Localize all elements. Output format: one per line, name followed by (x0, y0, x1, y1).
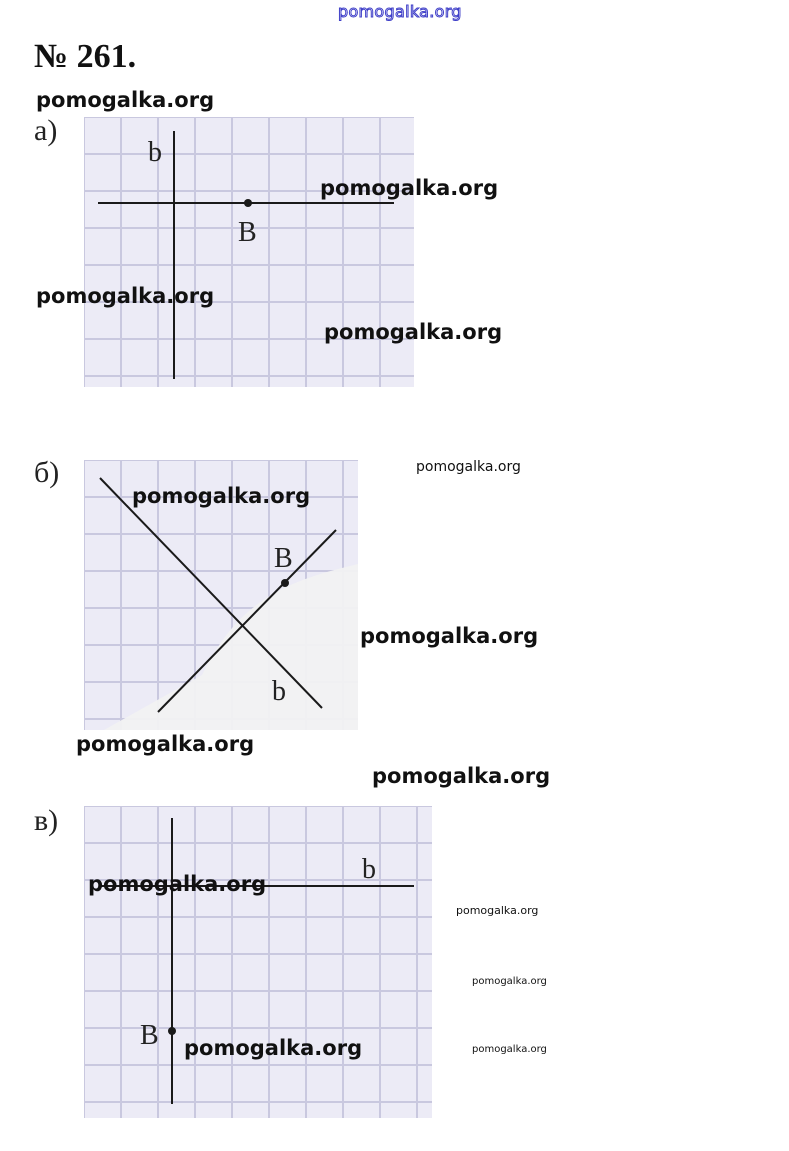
figure-b-point-b (281, 579, 289, 587)
figure-b-line-label: b (272, 676, 286, 707)
figure-a-point-label: B (238, 217, 257, 248)
figure-c-point-label: B (140, 1020, 159, 1051)
watermark-text: pomogalka.org (324, 320, 503, 344)
figure-c-grid (84, 806, 432, 1118)
watermark-text: pomogalka.org (416, 459, 521, 475)
part-label-a: а) (34, 114, 58, 147)
watermark-text: pomogalka.org (36, 284, 215, 308)
figure-c-point-b (168, 1027, 176, 1035)
figure-c-line-label: b (362, 854, 376, 885)
watermark-text: pomogalka.org (184, 1036, 363, 1060)
part-label-c: в) (34, 804, 59, 837)
watermark-text: pomogalka.org (456, 904, 539, 917)
watermark-text: pomogalka.org (360, 624, 539, 648)
watermark-text: pomogalka.org (76, 732, 255, 756)
watermark-text: pomogalka.org (472, 1044, 547, 1055)
watermark-text: pomogalka.org (320, 176, 499, 200)
site-watermark: pomogalka.org (338, 2, 462, 21)
figure-a-point-b (244, 199, 252, 207)
figure-a-grid (84, 117, 414, 387)
watermark-text: pomogalka.org (132, 484, 311, 508)
watermark-text: pomogalka.org (88, 872, 267, 896)
task-number: № 261. (34, 38, 137, 75)
watermark-text: pomogalka.org (472, 976, 547, 987)
figure-a-line-label: b (148, 137, 162, 168)
watermark-text: pomogalka.org (372, 764, 551, 788)
figure-b-point-label: B (274, 543, 293, 574)
grid-background (84, 117, 414, 387)
part-label-b: б) (34, 456, 60, 489)
watermark-text: pomogalka.org (36, 88, 215, 112)
